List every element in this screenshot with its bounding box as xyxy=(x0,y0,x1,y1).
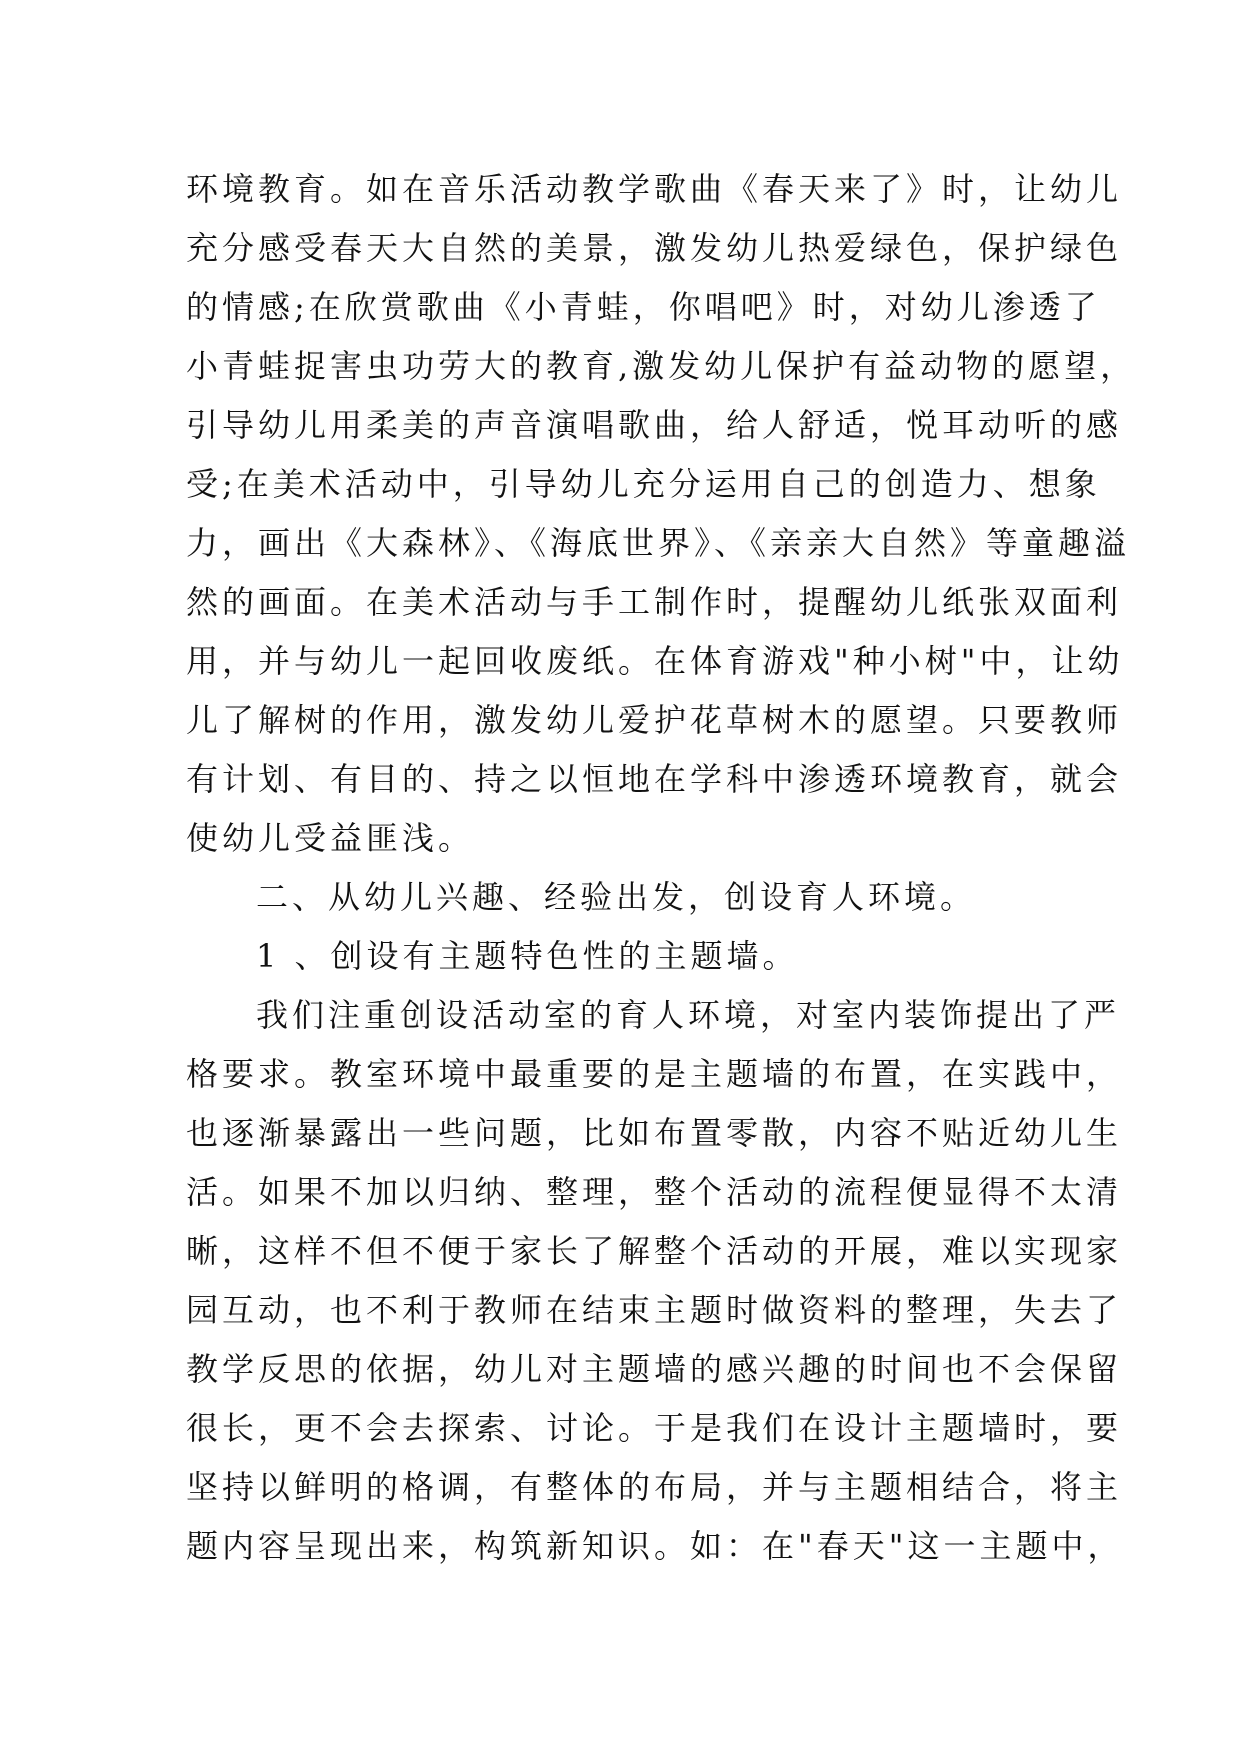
text-line: 引导幼儿用柔美的声音演唱歌曲，给人舒适，悦耳动听的感 xyxy=(186,406,1123,444)
section-heading xyxy=(186,868,1066,927)
text-line: 教学反思的依据，幼儿对主题墙的感兴趣的时间也不会保留 xyxy=(186,1350,1123,1388)
text-line: 园互动，也不利于教师在结束主题时做资料的整理，失去了 xyxy=(186,1291,1123,1329)
text-line: 充分感受春天大自然的美景，激发幼儿热爱绿色，保护绿色 xyxy=(186,229,1123,267)
text-line: 坚持以鲜明的格调，有整体的布局，并与主题相结合，将主 xyxy=(186,1468,1123,1506)
text-line: 儿了解树的作用，激发幼儿爱护花草树木的愿望。只要教师 xyxy=(186,701,1123,739)
text-line: 环境教育。如在音乐活动教学歌曲《春天来了》时，让幼儿 xyxy=(186,170,1123,208)
text-line: 活。如果不加以归纳、整理，整个活动的流程便显得不太清 xyxy=(186,1173,1123,1211)
heading-line: 1 、创设有主题特色性的主题墙。 xyxy=(256,937,799,975)
text-line: 晰，这样不但不便于家长了解整个活动的开展，难以实现家 xyxy=(186,1232,1123,1270)
document-body xyxy=(186,160,1137,1576)
text-line: 然的画面。在美术活动与手工制作时，提醒幼儿纸张双面利 xyxy=(186,583,1123,621)
text-line: 使幼儿受益匪浅。 xyxy=(186,819,475,857)
text-line: 题内容呈现出来，构筑新知识。如：在"春天"这一主题中， xyxy=(186,1527,1124,1565)
text-line: 格要求。教室环境中最重要的是主题墙的布置，在实践中， xyxy=(186,1055,1123,1093)
text-line: 的情感;在欣赏歌曲《小青蛙，你唱吧》时，对幼儿渗透了 xyxy=(186,288,1101,326)
heading-line: 二、从幼儿兴趣、经验出发，创设育人环境。 xyxy=(256,878,977,916)
text-line: 小青蛙捉害虫功劳大的教育,激发幼儿保护有益动物的愿望， xyxy=(186,347,1137,385)
paragraph-theme-wall xyxy=(186,986,1124,1576)
text-line: 用，并与幼儿一起回收废纸。在体育游戏"种小树"中，让幼 xyxy=(186,642,1124,680)
text-line: 有计划、有目的、持之以恒地在学科中渗透环境教育，就会 xyxy=(186,760,1123,798)
text-line: 受;在美术活动中，引导幼儿充分运用自己的创造力、想象 xyxy=(186,465,1101,503)
text-line: 很长，更不会去探索、讨论。于是我们在设计主题墙时，要 xyxy=(186,1409,1123,1447)
text-line: 也逐渐暴露出一些问题，比如布置零散，内容不贴近幼儿生 xyxy=(186,1114,1123,1152)
paragraph-environment-education xyxy=(186,160,1137,868)
subsection-heading xyxy=(186,927,1066,986)
text-line: 力，画出《大森林》、《海底世界》、《亲亲大自然》等童趣溢 xyxy=(186,524,1131,562)
text-line: 我们注重创设活动室的育人环境，对室内装饰提出了严 xyxy=(256,996,1121,1034)
